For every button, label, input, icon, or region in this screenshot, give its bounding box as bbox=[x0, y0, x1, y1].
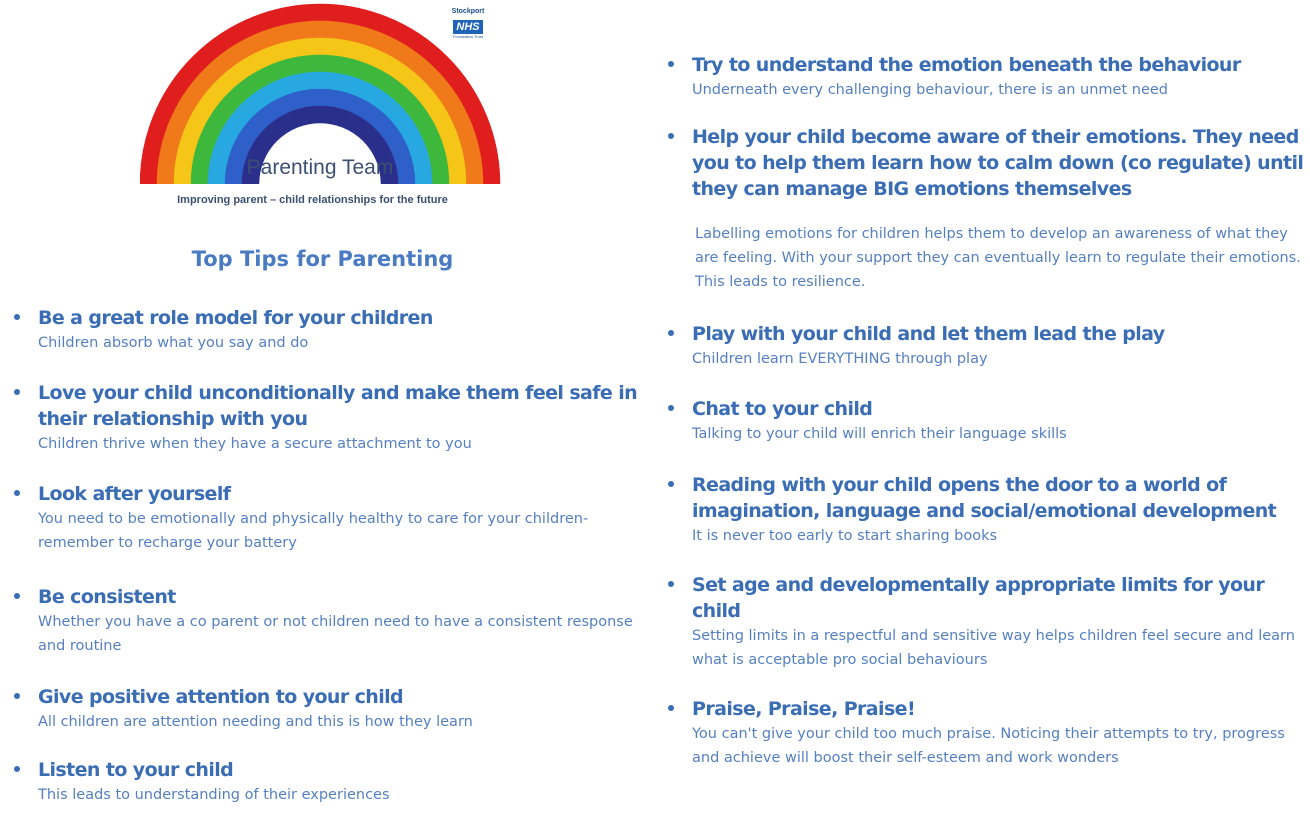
tip-heading: Give positive attention to your child bbox=[38, 686, 404, 708]
tip-body: Children learn EVERYTHING through play bbox=[692, 351, 988, 367]
list-item bbox=[668, 572, 1308, 672]
bullet-icon bbox=[14, 593, 20, 599]
tip-body: It is never too early to start sharing books bbox=[692, 528, 998, 544]
tip-heading: Be consistent bbox=[38, 586, 176, 608]
bullet-icon bbox=[14, 693, 20, 699]
tip-body: Talking to your child will enrich their language skills bbox=[692, 426, 1067, 442]
tip-heading: Look after yourself bbox=[38, 483, 231, 505]
tip-body: Children absorb what you say and do bbox=[38, 335, 309, 351]
list-item bbox=[14, 481, 654, 555]
bullet-icon bbox=[668, 61, 674, 67]
team-label: Parenting Team bbox=[246, 156, 394, 179]
list-item bbox=[14, 757, 654, 807]
bullet-icon bbox=[14, 766, 20, 772]
list-item bbox=[668, 321, 1308, 371]
tip-heading: Try to understand the emotion beneath the behaviour bbox=[692, 54, 1241, 76]
tip-body: You can't give your child too much praise. Noticing their attempts to try, progress and achieve will boost their self-esteem and work wonders bbox=[692, 726, 1285, 766]
tip-body: Children thrive when they have a secure attachment to you bbox=[38, 436, 472, 452]
left-tip-list bbox=[14, 305, 654, 807]
tip-body: All children are attention needing and this is how they learn bbox=[38, 714, 473, 730]
nhs-mark: NHS bbox=[453, 20, 482, 34]
right-tip-list bbox=[668, 52, 1308, 770]
logo-tagline: Improving parent – child relationships for the future bbox=[177, 194, 448, 206]
nhs-logo bbox=[448, 8, 488, 42]
tip-heading: Help your child become aware of their emotions. They need you to help them learn how to calm down (co regulate) until they can manage BIG emotions themselves bbox=[692, 126, 1304, 200]
bullet-icon bbox=[668, 133, 674, 139]
nhs-subtitle: Foundation Trust bbox=[452, 34, 484, 39]
list-item bbox=[668, 396, 1308, 446]
list-item bbox=[14, 684, 654, 734]
bullet-icon bbox=[668, 330, 674, 336]
bullet-icon bbox=[668, 481, 674, 487]
list-item bbox=[668, 696, 1308, 770]
tip-body: Whether you have a co parent or not children need to have a consistent response and routine bbox=[38, 614, 633, 654]
tip-body: You need to be emotionally and physically healthy to care for your children- remember to recharge your battery bbox=[38, 511, 589, 551]
tip-heading: Play with your child and let them lead the play bbox=[692, 323, 1165, 345]
bullet-icon bbox=[14, 490, 20, 496]
list-item bbox=[668, 124, 1308, 202]
tip-body: Underneath every challenging behaviour, there is an unmet need bbox=[692, 82, 1168, 98]
tip-heading: Praise, Praise, Praise! bbox=[692, 698, 916, 720]
bullet-icon bbox=[14, 314, 20, 320]
list-item bbox=[14, 305, 654, 355]
emotion-labelling-note bbox=[668, 222, 1308, 294]
bullet-icon bbox=[14, 389, 20, 395]
bullet-icon bbox=[668, 581, 674, 587]
bullet-icon bbox=[668, 705, 674, 711]
page-title: Top Tips for Parenting bbox=[191, 247, 454, 271]
tip-body: Labelling emotions for children helps them to develop an awareness of what they are feeling. With your support they can eventually learn to regulate their emotions. This leads to resilience. bbox=[695, 226, 1301, 290]
tip-heading: Be a great role model for your children bbox=[38, 307, 433, 329]
tip-heading: Reading with your child opens the door to a world of imagination, language and social/emotional development bbox=[692, 474, 1277, 522]
nhs-org-name: Stockport bbox=[451, 8, 485, 15]
tip-heading: Love your child unconditionally and make them feel safe in their relationship with you bbox=[38, 382, 638, 430]
list-item bbox=[668, 472, 1308, 548]
tip-heading: Listen to your child bbox=[38, 759, 234, 781]
tip-heading: Set age and developmentally appropriate limits for your child bbox=[692, 574, 1265, 622]
tip-body: Setting limits in a respectful and sensitive way helps children feel secure and learn what is acceptable pro social behaviours bbox=[692, 628, 1295, 668]
tip-body: This leads to understanding of their experiences bbox=[38, 787, 390, 803]
list-item bbox=[14, 380, 654, 456]
list-item bbox=[14, 584, 654, 658]
list-item bbox=[668, 52, 1308, 102]
bullet-icon bbox=[668, 405, 674, 411]
tip-heading: Chat to your child bbox=[692, 398, 873, 420]
